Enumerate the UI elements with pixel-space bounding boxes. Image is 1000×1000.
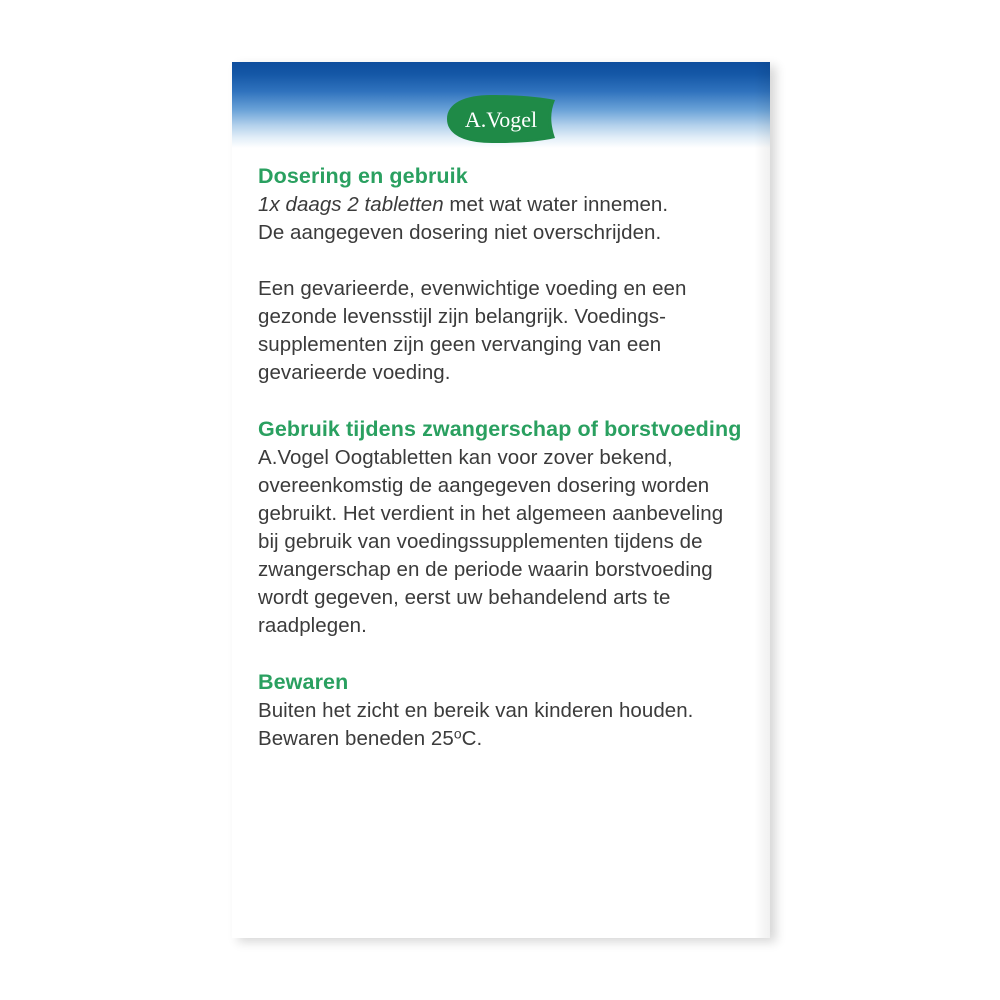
product-package-panel (232, 62, 770, 938)
section-bewaren (258, 668, 744, 753)
section-dosering-heading: Dosering en gebruik (258, 164, 468, 188)
section-zwangerschap-heading: Gebruik tijdens zwangerschap of borstvoeding (258, 417, 742, 441)
section-dosering-line1 (258, 191, 744, 219)
package-edge-shading (754, 62, 770, 938)
section-voeding-paragraph: Een gevarieerde, evenwichtige voeding en een gezonde levensstijl zijn belangrijk. Voedings-supplementen zijn geen vervanging van een gevarieerde voeding. (258, 277, 687, 384)
dosering-line1-rest: met wat water innemen. (443, 193, 669, 216)
section-zwangerschap-paragraph: A.Vogel Oogtabletten kan voor zover bekend, overeenkomstig de aangegeven dosering worden gebruikt. Het verdient in het algemeen aanbeveling bij gebruik van voedingssupplementen tijdens de zwangerschap en de periode waarin borstvoeding wordt gegeven, eerst uw behandelend arts te raadplegen. (258, 446, 724, 637)
dosering-emphasis: 1x daags 2 tabletten (258, 193, 444, 216)
bewaren-line2-pre: Bewaren beneden 25 (258, 727, 454, 750)
section-voeding (258, 275, 744, 387)
svg-text:A.Vogel: A.Vogel (464, 107, 538, 132)
avogel-leaf-logo-icon (443, 92, 559, 146)
bewaren-line2-post: C. (461, 727, 483, 750)
package-text-content (258, 162, 744, 753)
section-bewaren-line1: Buiten het zicht en bereik van kinderen houden. (258, 699, 694, 722)
section-bewaren-line2 (258, 725, 744, 753)
section-dosering (258, 162, 744, 247)
section-dosering-line2: De aangegeven dosering niet overschrijden. (258, 221, 662, 244)
degree-symbol: o (453, 725, 462, 742)
section-bewaren-heading: Bewaren (258, 670, 349, 694)
section-zwangerschap (258, 415, 744, 640)
